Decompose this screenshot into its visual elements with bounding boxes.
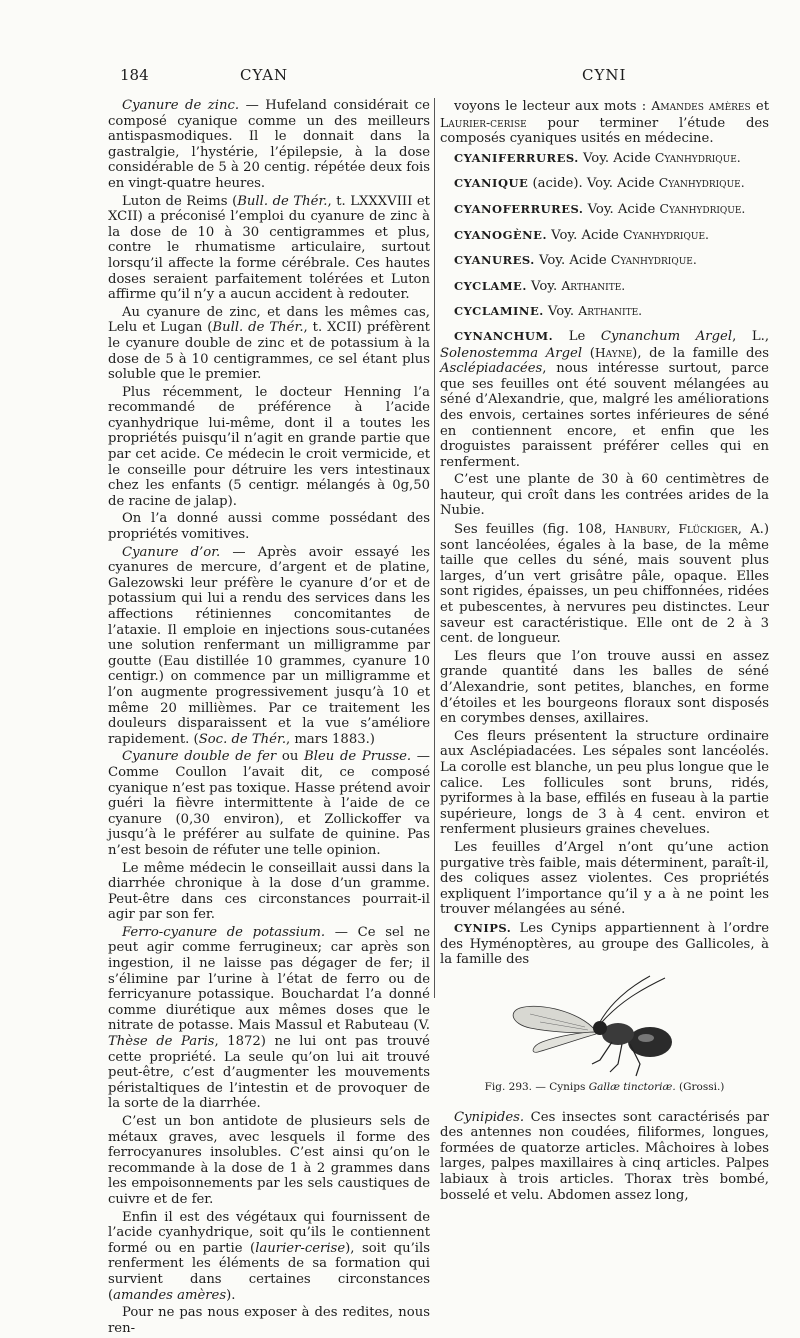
paragraph-text: Ses feuilles (fig. 108, [454, 522, 615, 538]
left-column [108, 98, 430, 1338]
paragraph: On l’a donné aussi comme possédant des propriétés vomitives. [108, 511, 430, 543]
paragraph-text: , A.) sont lancéolées, égales à la base, de la même taille que celles du séné, mais souvent plus larges, d’un vert grisâtre pâle, opaque. Elles sont rigides, épaisses, un peu chiffonnées, ridées et pubescentes, à nervures peu distinctes. Leur saveur est caractéristique. Elle ont de 2 à 3 cent. de longueur. [440, 522, 769, 647]
caption-species: Gallæ tinctoriæ. [588, 1081, 676, 1094]
running-head-right: CYNI [582, 66, 627, 84]
page-header [0, 66, 800, 90]
entry-headword: CYANOFERRURES. [454, 201, 584, 216]
paragraph-text: et [750, 99, 769, 114]
paragraph-text: ). [226, 1287, 236, 1303]
paragraph-text: Enfin il est des végétaux qui fournissent de l’acide cyanhydrique, soit qu’ils le contiennent formé ou en partie ( [108, 1209, 430, 1256]
author-name: Hanbury, Flückiger [614, 521, 738, 537]
entry-cyanoferrures [440, 201, 769, 218]
subheading: Ferro-cyanure de potassium. [122, 924, 326, 940]
paragraph: C’est un bon antidote de plusieurs sels de métaux graves, avec lesquels il forme des ferrocyanures insolubles. C’est ainsi qu’on le recommande à la dose de 1 à 2 grammes dans les empoisonnements par les sels caustiques de cuivre et de fer. [108, 1114, 430, 1207]
paragraph-text: ), soit qu’ils renferment les éléments de sa formation qui survient dans certaines circonstances ( [108, 1240, 430, 1303]
entry-text: Voy. Acide [578, 150, 655, 166]
entry-headword: CYANURES. [454, 253, 535, 268]
right-column [440, 98, 769, 1205]
entry-text: , L., [732, 328, 770, 344]
paragraph-text: Luton de Reims ( [122, 193, 238, 209]
entry-cynanchum [440, 329, 769, 470]
paragraph-cyanure-or [108, 545, 430, 748]
entry-cyanures [440, 252, 769, 269]
paragraph: Pour ne pas nous exposer à des redites, nous ren- [108, 1305, 430, 1336]
citation: laurier-cerise [255, 1240, 346, 1256]
paragraph: Les fleurs que l’on trouve aussi en assez grande quantité dans les balles de séné d’Alexandrie, sont petites, blanches, en forme d’étoiles et les bourgeons floraux sont disposés en corymbes denses, axillaires. [440, 648, 769, 727]
paragraph-cynipides [440, 1110, 769, 1204]
cross-reference: Amandes amères [651, 98, 751, 113]
entry-cyanique [440, 175, 769, 192]
entry-headword: CYANIFERRURES. [454, 150, 579, 165]
entry-text: ( [582, 345, 595, 361]
paragraph-continuation [440, 98, 769, 147]
subheading: Bleu de Prusse. [304, 749, 412, 765]
page-number: 184 [120, 66, 149, 84]
subheading: Cyanure d’or. [122, 544, 221, 560]
running-head-left: CYAN [240, 66, 289, 84]
citation: amandes amères [113, 1287, 227, 1303]
paragraph [108, 305, 430, 383]
paragraph: Plus récemment, le docteur Henning l’a recommandé de préférence à l’acide cyanhydrique lui-même, dont il a toutes les propriétés puisqu’il n’agit en grande partie que par cet acide. Ce médecin le croit vermicide, et le conseille pour détruire les vers intestinaux chez les enfants (5 centigr. mélangés à 0g,50 de racine de jalap). [108, 384, 430, 509]
paragraph-text: Ces insectes sont caractérisés par des antennes non coudées, filiformes, longues, formées de quatorze articles. Mâchoires à lobes larges, palpes maxillaires à cinq articles. Palpes labiaux à trois articles. Thorax très bombé, bosselé et velu. Abdomen assez long, [440, 1109, 769, 1203]
entry-headword: CYCLAMINE. [454, 304, 544, 319]
paragraph-text: — Comme Coullon l’avait dit, ce composé cyanique n’est pas toxique. Hasse prétend avoir guéri la fièvre intermittente à l’aide de ce cyanure (0,30 environ), et Zollickoffer va jusqu’à le préférer au sulfate de quinine. Pas n’est besoin de réfuter une telle opinion. [108, 749, 430, 858]
paragraph-text: ou [276, 749, 305, 765]
entry-cyanogene [440, 227, 769, 244]
family-name: Asclépiadacées [440, 361, 543, 377]
paragraph [440, 521, 769, 647]
entry-headword: CYNIPS. [454, 920, 512, 935]
paragraph [108, 194, 430, 303]
entry-cynips [440, 921, 769, 968]
cynips-wasp-illustration [500, 972, 720, 1082]
entry-headword: CYANIQUE [454, 176, 529, 191]
paragraph-ferro-cyanure [108, 925, 430, 1112]
paragraph-cyanure-zinc [108, 98, 430, 192]
cross-reference: Cyanhydrique. [654, 149, 741, 165]
paragraph-text: , mars 1883.) [286, 731, 375, 747]
entry-text: Les Cynips appartiennent à l’ordre des Hyménoptères, au groupe des Gallicoles, à la famille des [440, 920, 769, 968]
cross-reference: Arthanite. [578, 303, 643, 319]
citation: Bull. de Thér. [237, 193, 328, 209]
citation: Soc. de Thér. [198, 731, 287, 747]
entry-headword: CYANOGÈNE. [454, 227, 547, 242]
species-name: Solenostemma Argel [440, 345, 583, 361]
paragraph-bleu-de-prusse [108, 749, 430, 858]
entry-text: Voy. Acide [546, 227, 624, 243]
entry-text: ), de la famille des [632, 345, 769, 361]
paragraph: Les feuilles d’Argel n’ont qu’une action purgative très faible, mais déterminent, paraît-il, des coliques assez violentes. Ces propriétés expliquent l’importance qu’il y a à ne point les trouver mélangées au séné. [440, 839, 769, 918]
paragraph: Le même médecin le conseillait aussi dans la diarrhée chronique à la dose d’un gramme. Peut-être dans ces circonstances pourrait-il agir par son fer. [108, 860, 430, 923]
citation: Bull. de Thér. [212, 320, 304, 336]
figure-cynips [440, 972, 769, 1104]
caption-text: Fig. 293. — Cynips [484, 1081, 589, 1094]
cross-reference: Cyanhydrique. [658, 175, 745, 191]
entry-text: Voy. Acide [583, 201, 660, 217]
paragraph-text: pour terminer l’étude des composés cyaniques usités en médecine. [440, 115, 769, 147]
paragraph-text: , t. XCII) préfèrent le cyanure double de zinc et de potassium à la dose de 5 à 10 centigrammes, ce sel étant plus soluble que le premier. [108, 320, 430, 383]
entry-cyclame [440, 278, 769, 295]
paragraph: C’est une plante de 30 à 60 centimètres de hauteur, qui croît dans les contrées arides de la Nubie. [440, 472, 769, 519]
caption-text: (Grossi.) [675, 1081, 725, 1094]
subheading: Cyanure de zinc. [122, 98, 240, 113]
paragraph-text: — Après avoir essayé les cyanures de mercure, d’argent et de platine, Galezowski leur préfère le cyanure d’or et de potassium qui lui a rendu des services dans les affections rétiniennes concomitantes de l’ataxie. Il emploie en injections sous-cutanées une solution renfermant un milligramme par goutte (Eau distillée 10 grammes, cyanure 10 centigr.) on commence par un milligramme et l’on augmente progressivement jusqu’à 10 et même 20 millièmes. Par ce traitement les douleurs disparaissent et la vue s’améliore rapidement. ( [108, 544, 431, 747]
cross-reference: Cyanhydrique. [659, 200, 746, 216]
column-divider [434, 98, 435, 998]
cross-reference: Cyanhydrique. [623, 226, 709, 242]
entry-text: Voy. Acide [534, 253, 611, 269]
entry-headword: CYCLAME. [454, 278, 527, 293]
family-name: Cynipides. [454, 1109, 525, 1125]
paragraph: Ces fleurs présentent la structure ordinaire aux Asclépiadacées. Les sépales sont lancéolés. La corolle est blanche, un peu plus longue que le calice. Les follicules sont bruns, ridés, pyriformes à la base, effilés en fuseau à la partie supérieure, longs de 3 à 4 cent. environ et renferment plusieurs graines chevelues. [440, 728, 769, 838]
entry-cyclamine [440, 303, 769, 320]
entry-text: Voy. [526, 278, 562, 294]
paragraph-text: , 1872) ne lui ont pas trouvé cette propriété. La seule qu’on lui ait trouvé peut-être, c’est d’augmenter les mouvements péristaltiques de l’intestin et de provoquer de la sorte de la diarrhée. [108, 1034, 430, 1112]
paragraph-text: — Ce sel ne peut agir comme ferrugineux; car après son ingestion, il ne laisse pas dégager de fer; il s’élimine par l’urine à l’état de ferro ou de ferricyanure potassique. Bouchardat l’a donné comme diurétique aux mêmes doses que le nitrate de potasse. Mais Massul et Rabuteau (V. [108, 924, 430, 1034]
cross-reference: Cyanhydrique. [610, 252, 697, 268]
paragraph-text: , t. LXXXVIII et XCII) a préconisé l’emploi du cyanure de zinc à la dose de 10 à 30 centigrammes et plus, contre le rhumatisme articulaire, surtout lorsqu’il affecte la forme cérébrale. Ces hautes doses seraient parfaitement tolérées et Luton affirme qu’il n’y a aucun accident à redouter. [108, 193, 430, 303]
cross-reference: Arthanite. [561, 277, 626, 293]
subheading: Cyanure double de fer [122, 749, 277, 765]
entry-text: (acide). Voy. Acide [528, 176, 659, 192]
figure-caption [440, 1080, 769, 1096]
cross-reference: Laurier-cerise [440, 114, 527, 130]
citation: Thèse de Paris [108, 1034, 215, 1050]
entry-headword: CYNANCHUM. [454, 328, 554, 343]
entry-text: Voy. [543, 304, 579, 320]
species-name: Cynanchum Argel [600, 328, 733, 344]
paragraph [108, 1210, 430, 1304]
entry-text: Le [553, 328, 601, 344]
paragraph-text: — Hufeland considérait ce composé cyanique comme un des meilleurs antispasmodiques. Il le donnait dans la gastralgie, l’hystérie, l’épilepsie, à la dose considérable de 5 à 20 centig. répétée deux fois en vingt-quatre heures. [108, 98, 430, 191]
entry-cyaniferrures [440, 150, 769, 167]
entry-text: , nous intéresse surtout, parce que ses feuilles ont été souvent mélangées au séné d’Alexandrie, que, malgré les améliorations des envois, certaines sortes inférieures de séné en contiennent encore, et enfin que les droguistes paraissent préférer celles qui en renferment. [440, 361, 769, 470]
paragraph-text: Au cyanure de zinc, et dans les mêmes cas, Lelu et Lugan ( [108, 304, 430, 336]
author-name: Hayne [594, 344, 633, 360]
paragraph-text: voyons le lecteur aux mots : [454, 99, 652, 114]
